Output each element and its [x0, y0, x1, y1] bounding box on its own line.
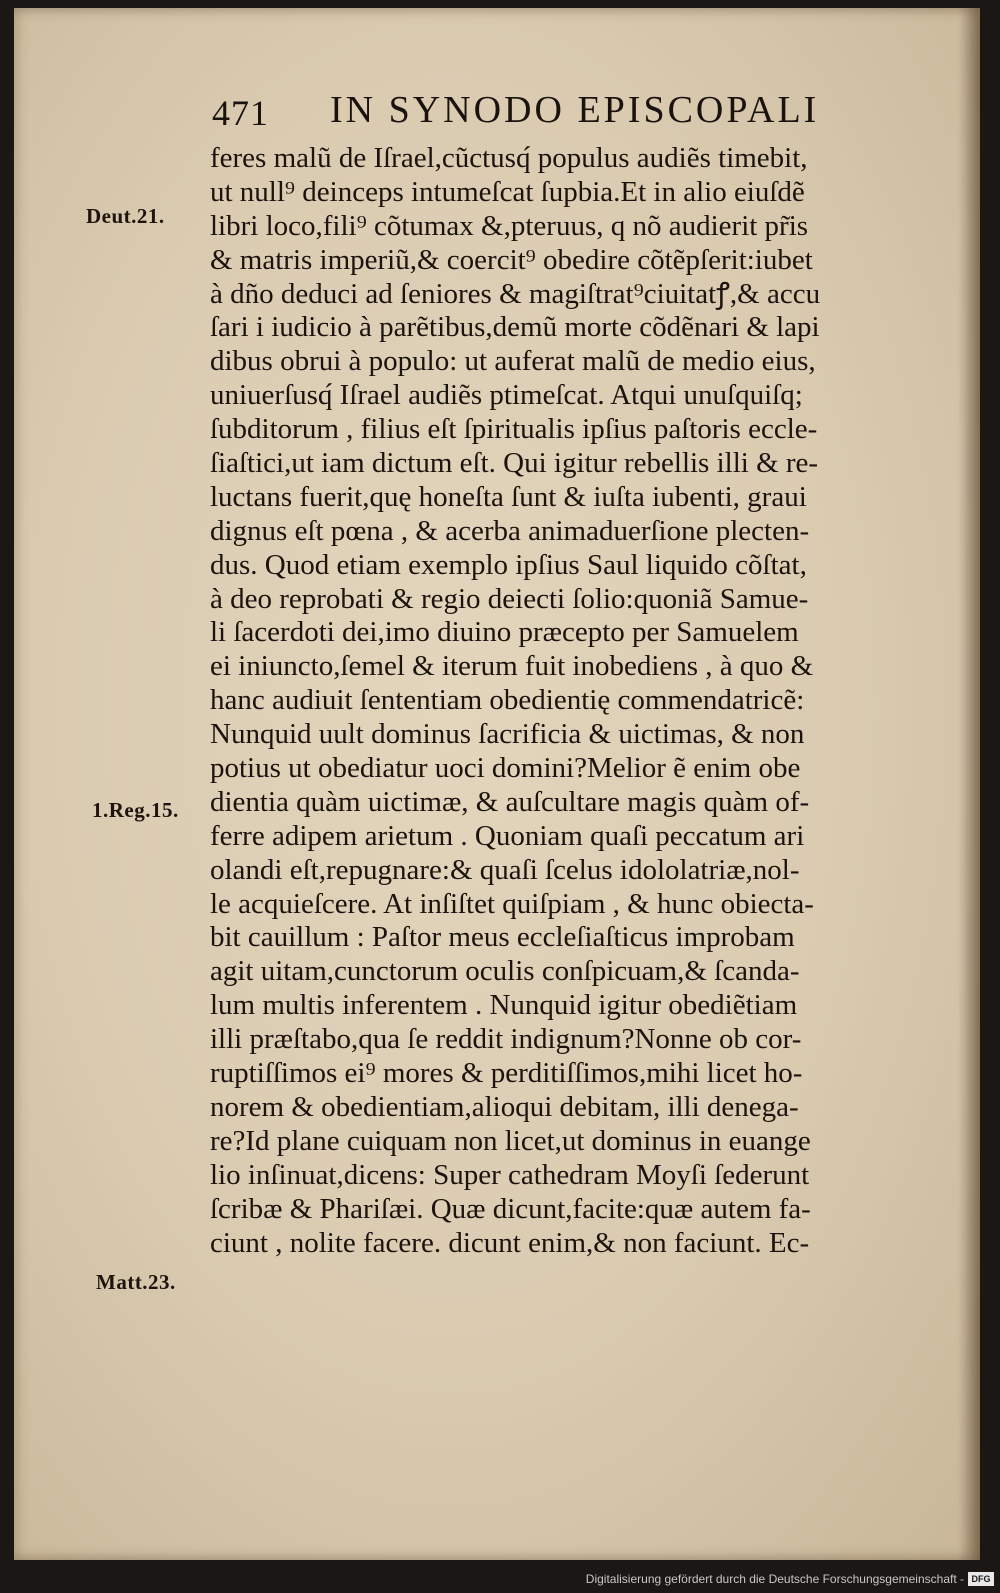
page-number: 471 [212, 93, 269, 133]
text-line: hanc audiuit ſententiam obedientię commendatricẽ: [210, 684, 805, 717]
text-line: lum multis inferentem . Nunquid igitur obediẽtiam [210, 989, 798, 1022]
text-line: ut null⁹ deinceps intumeſcat ſupbia.Et in alio eiuſdẽ [210, 175, 805, 208]
book-page [14, 8, 980, 1560]
text-line: & matris imperiũ,& coercit⁹ obedire cõtẽpſerit:iubet [210, 243, 813, 276]
page-edge-shadow [958, 8, 980, 1560]
text-line: ciunt , nolite facere. dicunt enim,& non faciunt. Ec- [210, 1226, 810, 1259]
marginal-note-reg: 1.Reg.15. [92, 798, 179, 822]
text-line: uniuerſusq́ Iſrael audiẽs ptimeſcat. Atqui unuſquiſq; [210, 379, 803, 412]
text-line: illi præſtabo,qua ſe reddit indignum?Nonne ob cor- [210, 1023, 802, 1056]
text-line: ei iniuncto,ſemel & iterum fuit inobediens , à quo & [210, 650, 814, 683]
text-line: olandi eſt,repugnare:& quaſi ſcelus idololatriæ,nol- [210, 853, 800, 886]
text-line: luctans fuerit,quę honeſta ſunt & iuſta iubenti, graui [210, 480, 807, 513]
dfg-logo: DFG [968, 1572, 994, 1586]
text-line: ferre adipem arietum . Quoniam quaſi peccatum ari [210, 819, 805, 852]
text-line: ſiaſtici,ut iam dictum eſt. Qui igitur rebellis illi & re- [210, 447, 819, 480]
text-line: feres malũ de Iſrael,cũctusq́ populus audiẽs timebit, [210, 142, 808, 174]
text-line: dibus obrui à populo: ut auferat malũ de medio eius, [210, 345, 816, 378]
body-text [210, 142, 950, 1260]
digitization-footer [586, 1565, 1000, 1593]
text-line: bit cauillum : Paſtor meus eccleſiaſticus improbam [210, 921, 795, 954]
text-line: potius ut obediatur uoci domini?Melior ẽ enim obe [210, 752, 801, 785]
marginal-note-deut: Deut.21. [86, 204, 165, 228]
text-line: le acquieſcere. At inſiſtet quiſpiam , & hunc obiecta- [210, 887, 814, 920]
text-line: ſari i iudicio à parẽtibus,demũ morte cõdẽnari & lapi [210, 311, 820, 344]
text-line: li ſacerdoti dei,imo diuino præcepto per Samuelem [210, 616, 799, 649]
text-line: libri loco,fili⁹ cõtumax &,pteruus, q nõ audierit pr̃is [210, 209, 809, 242]
text-line: à dño deduci ad ſeniores & magiſtrat⁹ciuitatꝭ,& accu [210, 277, 821, 310]
text-line: norem & obedientiam,alioqui debitam, illi denega- [210, 1090, 799, 1123]
text-line: dignus eſt pœna , & acerba animaduerſione plecten- [210, 514, 810, 547]
text-line: à deo reprobati & regio deiecti ſolio:quoniã Samue- [210, 582, 809, 615]
text-line: ſcribæ & Phariſæi. Quæ dicunt,facite:quæ autem fa- [210, 1192, 811, 1225]
text-line: lio inſinuat,dicens: Super cathedram Moyſi ſederunt [210, 1158, 810, 1191]
marginal-note-matt: Matt.23. [96, 1270, 176, 1294]
text-line: ſubditorum , filius eſt ſpiritualis ipſius paſtoris eccle- [210, 413, 818, 446]
running-head: IN SYNODO EPISCOPALI [330, 89, 820, 131]
text-line: Nunquid uult dominus ſacrificia & uictimas, & non [210, 718, 805, 751]
text-line: dus. Quod etiam exemplo ipſius Saul liquido cõſtat, [210, 548, 807, 581]
text-line: ruptiſſimos ei⁹ mores & perditiſſimos,mihi licet ho- [210, 1057, 803, 1090]
text-line: agit uitam,cunctorum oculis conſpicuam,& ſcanda- [210, 955, 800, 988]
footer-credit: Digitalisierung gefördert durch die Deutsche Forschungsgemeinschaft - [585, 1572, 964, 1586]
page-header [212, 86, 892, 136]
text-line: dientia quàm uictimæ, & auſcultare magis quàm of- [210, 785, 810, 818]
text-line: re?Id plane cuiquam non licet,ut dominus in euange [210, 1124, 811, 1157]
